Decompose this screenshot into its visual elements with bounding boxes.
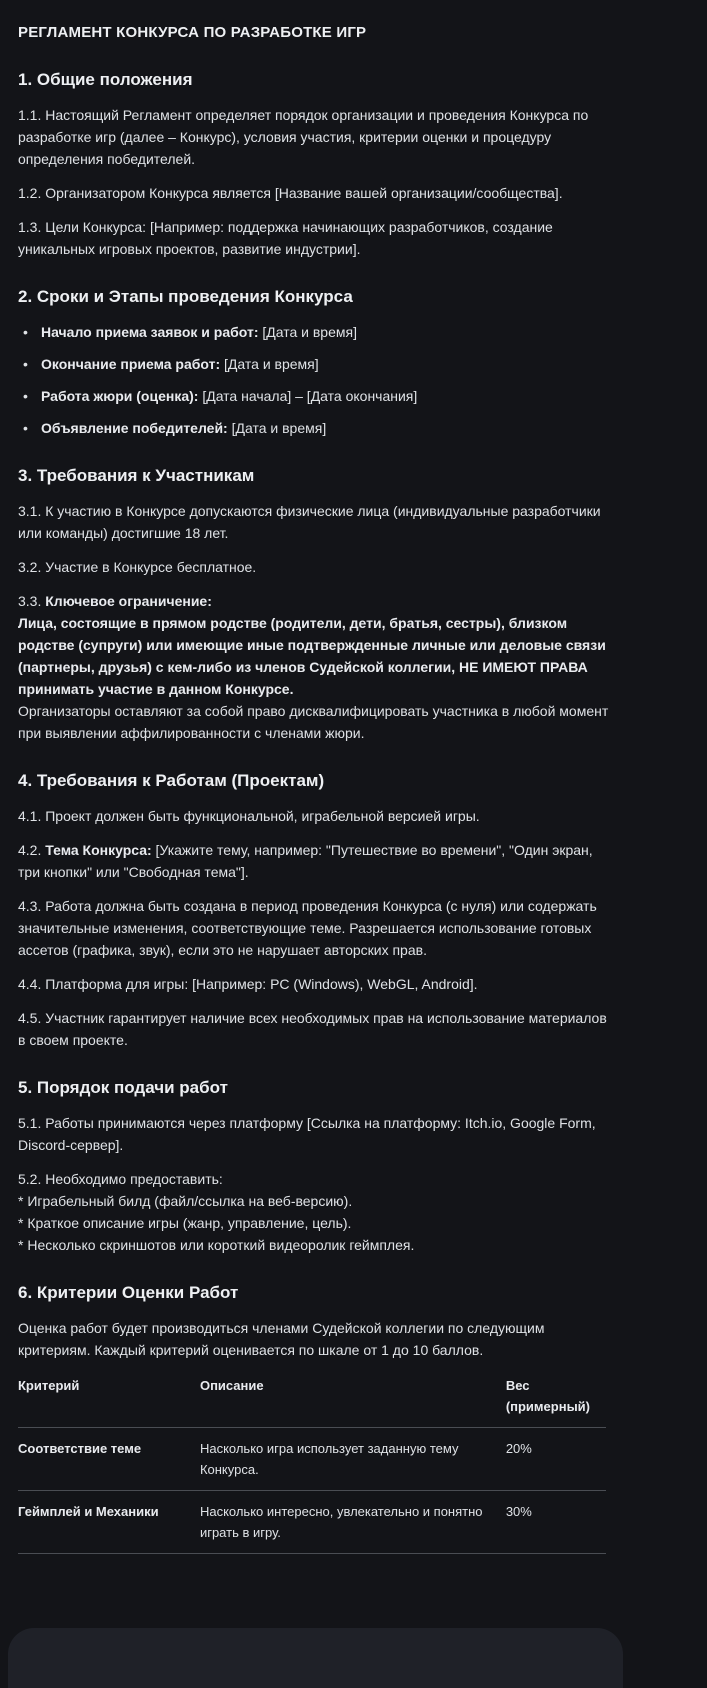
paragraph-4-2-bold: Тема Конкурса: [45, 842, 152, 858]
section-projects [18, 770, 610, 1051]
section-2-heading: 2. Сроки и Этапы проведения Конкурса [18, 287, 353, 306]
doc-title: РЕГЛАМЕНТ КОНКУРСА ПО РАЗРАБОТКЕ ИГР [18, 24, 367, 41]
paragraph-4-2-prefix: 4.2. [18, 842, 46, 858]
paragraph-3-3-bold-intro: Ключевое ограничение: [45, 593, 212, 609]
cell-weight: 20% [506, 1428, 606, 1491]
paragraph-5-1: 5.1. Работы принимаются через платформу [Ссылка на платформу: Itch.io, Google Form, Discord-сервер]. [18, 1115, 596, 1153]
chat-message-content [18, 0, 610, 1554]
table-row [18, 1491, 606, 1554]
paragraph-1-1: 1.1. Настоящий Регламент определяет порядок организации и проведения Конкурса по разработке игр (далее – Конкурс), условия участия, критерии оценки и процедуру определения победителей. [18, 107, 589, 167]
paragraph-4-5: 4.5. Участник гарантирует наличие всех необходимых прав на использование материалов в своем проекте. [18, 1010, 607, 1048]
table-header-description: Описание [200, 1375, 506, 1428]
paragraph-1-3: 1.3. Цели Конкурса: [Например: поддержка начинающих разработчиков, создание уникальных игровых проектов, развитие индустрии]. [18, 219, 553, 257]
section-3-heading: 3. Требования к Участникам [18, 466, 255, 485]
table-header-row [18, 1375, 606, 1428]
table-header-criterion: Критерий [18, 1375, 200, 1428]
paragraph-4-1: 4.1. Проект должен быть функциональной, играбельной версией игры. [18, 808, 480, 824]
table-header-weight: Вес (примерный) [506, 1375, 606, 1428]
list-item-label: Объявление победителей: [41, 420, 228, 436]
criterion-name: Соответствие теме [18, 1441, 142, 1456]
section-criteria [18, 1282, 610, 1554]
paragraph-3-3-normal: Организаторы оставляют за собой право дисквалифицировать участника в любой момент при выявлении аффилированности с членами жюри. [18, 703, 609, 741]
criterion-name: Геймплей и Механики [18, 1504, 159, 1519]
paragraph-1-2: 1.2. Организатором Конкурса является [Название вашей организации/сообщества]. [18, 185, 563, 201]
paragraph-5-2 [18, 1168, 610, 1256]
paragraph-5-2-line3: * Краткое описание игры (жанр, управление, цель). [18, 1215, 352, 1231]
section-general [18, 69, 610, 260]
table-row [18, 1428, 606, 1491]
paragraph-4-2-rest: [Укажите тему, например: "Путешествие во времени", "Один экран, три кнопки" или "Свободная тема"]. [18, 842, 593, 880]
timeline-list [18, 321, 610, 439]
paragraph-5-2-line2: * Играбельный билд (файл/ссылка на веб-версию). [18, 1193, 353, 1209]
list-item [18, 417, 610, 439]
paragraph-3-2: 3.2. Участие в Конкурсе бесплатное. [18, 559, 257, 575]
paragraph-4-2 [18, 839, 610, 883]
cell-description: Насколько интересно, увлекательно и понятно играть в игру. [200, 1491, 506, 1554]
section-4-heading: 4. Требования к Работам (Проектам) [18, 771, 325, 790]
section-participants [18, 465, 610, 744]
paragraph-5-2-line1: 5.2. Необходимо предоставить: [18, 1171, 223, 1187]
criteria-table [18, 1375, 606, 1554]
section-timeline [18, 286, 610, 439]
paragraph-3-3-prefix: 3.3. [18, 593, 46, 609]
cell-weight: 30% [506, 1491, 606, 1554]
list-item [18, 385, 610, 407]
list-item [18, 353, 610, 375]
section-1-heading: 1. Общие положения [18, 70, 193, 89]
paragraph-6-intro: Оценка работ будет производиться членами Судейской коллегии по следующим критериям. Каждый критерий оценивается по шкале от 1 до 10 баллов. [18, 1320, 545, 1358]
list-item-value: [Дата и время] [258, 324, 357, 340]
list-item-value: [Дата начала] – [Дата окончания] [198, 388, 418, 404]
paragraph-3-1: 3.1. К участию в Конкурсе допускаются физические лица (индивидуальные разработчики или команды) достигшие 18 лет. [18, 503, 601, 541]
paragraph-3-3-bold-body: Лица, состоящие в прямом родстве (родители, дети, братья, сестры), близком родстве (супруги) или имеющие иные подтвержденные личные или деловые связи (партнеры, друзья) с кем-либо из членов Судейской коллегии, НЕ ИМЕЮТ ПРАВА принимать участие в данном Конкурсе. [18, 615, 606, 697]
chat-input-box[interactable] [8, 1628, 623, 1688]
paragraph-4-4: 4.4. Платформа для игры: [Например: PC (Windows), WebGL, Android]. [18, 976, 478, 992]
section-6-heading: 6. Критерии Оценки Работ [18, 1283, 239, 1302]
list-item-value: [Дата и время] [220, 356, 319, 372]
cell-description: Насколько игра использует заданную тему Конкурса. [200, 1428, 506, 1491]
cell-criterion [18, 1491, 200, 1554]
list-item-label: Окончание приема работ: [41, 356, 221, 372]
list-item-value: [Дата и время] [227, 420, 327, 436]
list-item [18, 321, 610, 343]
list-item-label: Работа жюри (оценка): [41, 388, 199, 404]
list-item-label: Начало приема заявок и работ: [41, 324, 259, 340]
paragraph-3-3 [18, 590, 610, 744]
paragraph-4-3: 4.3. Работа должна быть создана в период проведения Конкурса (с нуля) или содержать значительные изменения, соответствующие теме. Разрешается использование готовых ассетов (графика, звук), если это не нарушает авторских прав. [18, 898, 597, 958]
paragraph-5-2-line4: * Несколько скриншотов или короткий видеоролик геймплея. [18, 1237, 415, 1253]
section-5-heading: 5. Порядок подачи работ [18, 1078, 228, 1097]
section-submission [18, 1077, 610, 1256]
cell-criterion [18, 1428, 200, 1491]
